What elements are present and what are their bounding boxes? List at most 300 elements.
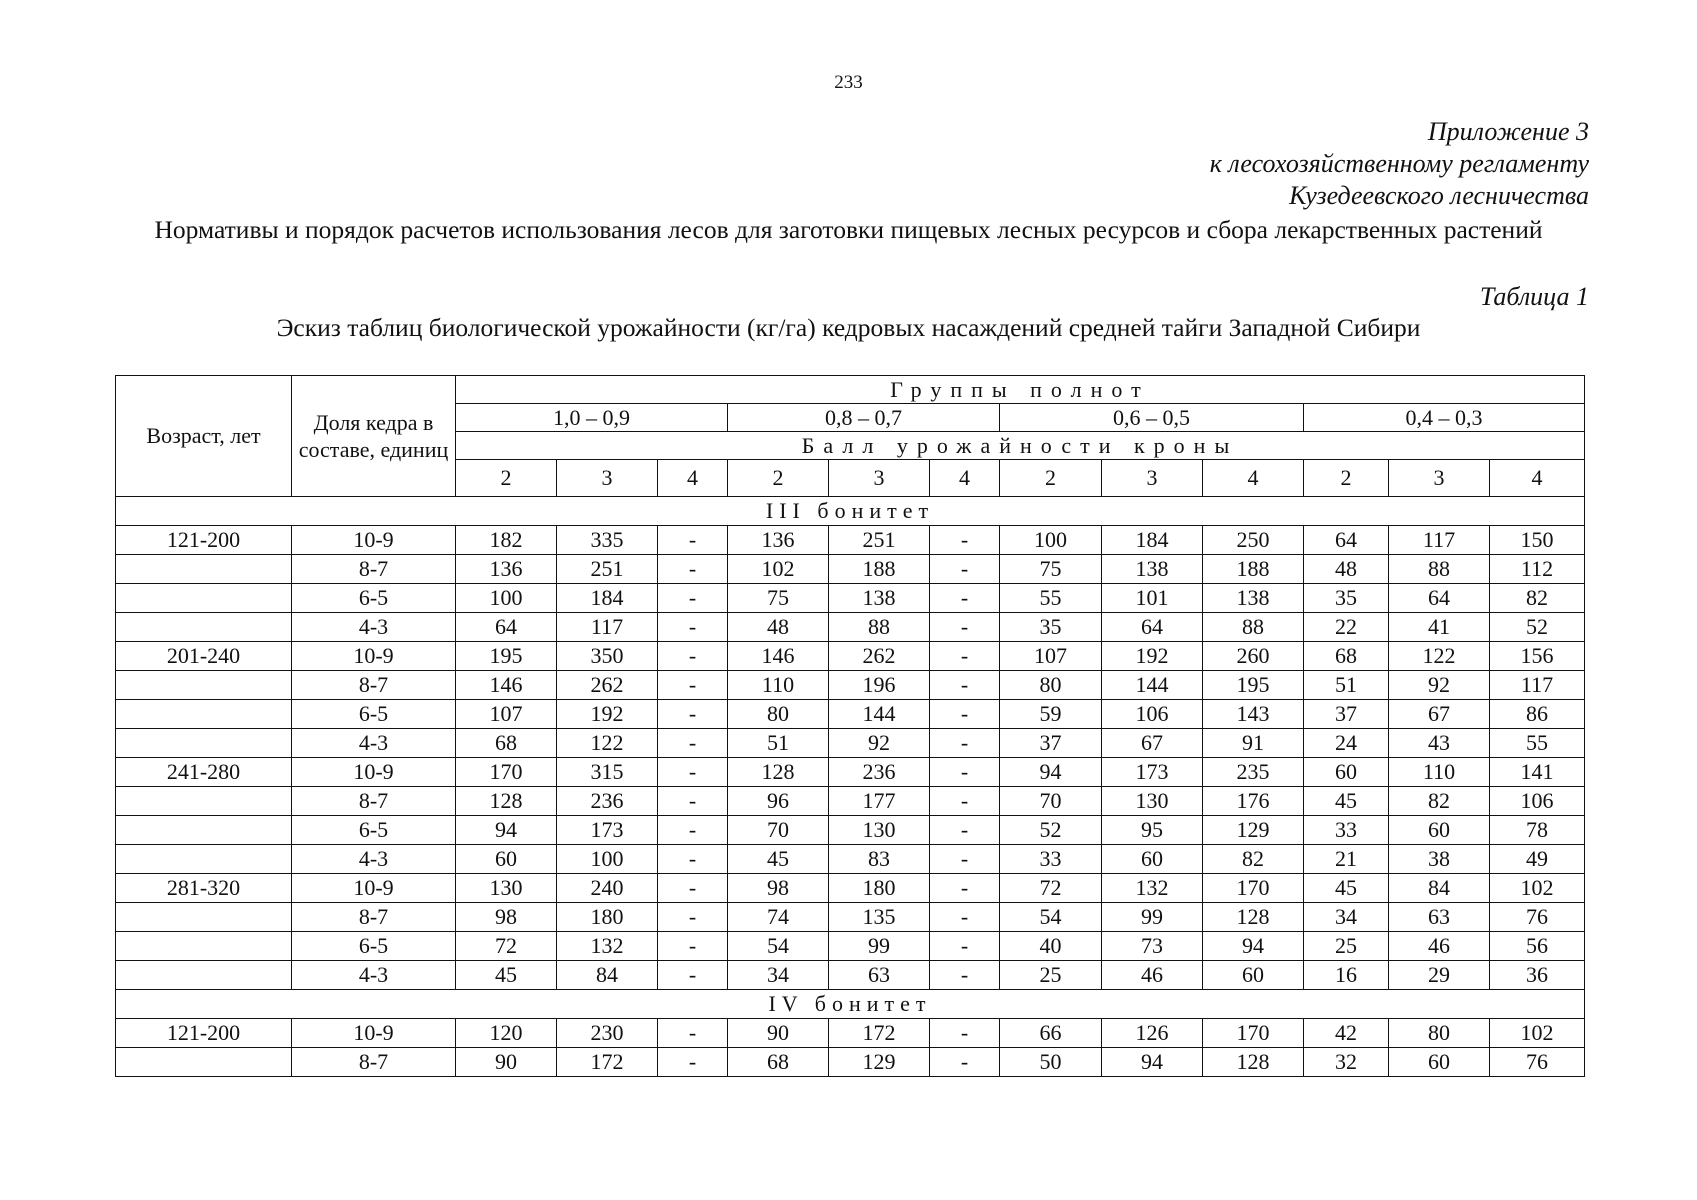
yield-value-cell: 82: [1490, 584, 1585, 613]
yield-value-cell: 45: [456, 961, 557, 990]
table-row: [116, 584, 1585, 613]
yield-value-cell: 143: [1203, 700, 1304, 729]
yield-value-cell: 195: [456, 642, 557, 671]
yield-value-cell: 156: [1490, 642, 1585, 671]
header-score: 2: [1000, 460, 1102, 497]
share-cell: 8-7: [292, 1048, 456, 1077]
yield-value-cell: -: [930, 1019, 1000, 1048]
age-cell: [116, 671, 292, 700]
yield-value-cell: 37: [1304, 700, 1389, 729]
age-cell: [116, 845, 292, 874]
yield-value-cell: 117: [557, 613, 658, 642]
yield-value-cell: 251: [557, 555, 658, 584]
yield-value-cell: 146: [456, 671, 557, 700]
share-cell: 10-9: [292, 874, 456, 903]
yield-value-cell: 132: [557, 932, 658, 961]
share-cell: 4-3: [292, 729, 456, 758]
yield-value-cell: 96: [728, 787, 829, 816]
yield-value-cell: 240: [557, 874, 658, 903]
yield-value-cell: 80: [1000, 671, 1102, 700]
age-cell: 281-320: [116, 874, 292, 903]
yield-value-cell: 67: [1102, 729, 1203, 758]
yield-value-cell: 64: [1389, 584, 1490, 613]
yield-value-cell: 59: [1000, 700, 1102, 729]
yield-value-cell: 54: [728, 932, 829, 961]
yield-value-cell: -: [930, 845, 1000, 874]
yield-value-cell: -: [930, 787, 1000, 816]
yield-value-cell: 24: [1304, 729, 1389, 758]
yield-value-cell: 184: [1102, 526, 1203, 555]
yield-value-cell: 84: [1389, 874, 1490, 903]
yield-value-cell: 173: [1102, 758, 1203, 787]
yield-value-cell: 170: [1203, 874, 1304, 903]
yield-value-cell: 350: [557, 642, 658, 671]
yield-value-cell: 60: [1304, 758, 1389, 787]
yield-value-cell: 251: [829, 526, 930, 555]
yield-value-cell: 86: [1490, 700, 1585, 729]
yield-value-cell: 130: [456, 874, 557, 903]
table-row: [116, 729, 1585, 758]
yield-value-cell: 98: [456, 903, 557, 932]
yield-value-cell: 100: [557, 845, 658, 874]
yield-value-cell: 120: [456, 1019, 557, 1048]
table-row: [116, 613, 1585, 642]
yield-value-cell: 37: [1000, 729, 1102, 758]
yield-value-cell: -: [658, 584, 728, 613]
yield-value-cell: -: [658, 555, 728, 584]
share-cell: 4-3: [292, 961, 456, 990]
yield-value-cell: 182: [456, 526, 557, 555]
yield-value-cell: 110: [728, 671, 829, 700]
header-score: 3: [1389, 460, 1490, 497]
yield-value-cell: 64: [1102, 613, 1203, 642]
yield-value-cell: 50: [1000, 1048, 1102, 1077]
yield-value-cell: 64: [1304, 526, 1389, 555]
yield-value-cell: 126: [1102, 1019, 1203, 1048]
yield-value-cell: 22: [1304, 613, 1389, 642]
yield-value-cell: -: [930, 700, 1000, 729]
header-score: 3: [829, 460, 930, 497]
share-cell: 4-3: [292, 845, 456, 874]
yield-value-cell: 48: [1304, 555, 1389, 584]
yield-value-cell: 46: [1389, 932, 1490, 961]
share-cell: 8-7: [292, 903, 456, 932]
age-cell: [116, 555, 292, 584]
yield-value-cell: 117: [1389, 526, 1490, 555]
yield-value-cell: 235: [1203, 758, 1304, 787]
yield-value-cell: 184: [557, 584, 658, 613]
yield-value-cell: 172: [829, 1019, 930, 1048]
yield-value-cell: 102: [1490, 874, 1585, 903]
header-score: 2: [728, 460, 829, 497]
yield-value-cell: 80: [728, 700, 829, 729]
yield-value-cell: 262: [557, 671, 658, 700]
yield-value-cell: 55: [1000, 584, 1102, 613]
yield-value-cell: 236: [557, 787, 658, 816]
yield-value-cell: 94: [1000, 758, 1102, 787]
yield-value-cell: 75: [728, 584, 829, 613]
yield-value-cell: -: [930, 671, 1000, 700]
yield-value-cell: -: [658, 845, 728, 874]
yield-value-cell: -: [658, 787, 728, 816]
yield-value-cell: 73: [1102, 932, 1203, 961]
yield-value-cell: 102: [728, 555, 829, 584]
table-row: [116, 845, 1585, 874]
yield-value-cell: 196: [829, 671, 930, 700]
yield-value-cell: 122: [557, 729, 658, 758]
header-score: 4: [930, 460, 1000, 497]
age-cell: [116, 613, 292, 642]
yield-value-cell: 76: [1490, 1048, 1585, 1077]
yield-value-cell: 72: [456, 932, 557, 961]
share-cell: 6-5: [292, 700, 456, 729]
yield-value-cell: 68: [456, 729, 557, 758]
yield-value-cell: 92: [1389, 671, 1490, 700]
yield-value-cell: 138: [829, 584, 930, 613]
age-cell: [116, 932, 292, 961]
yield-table: [115, 375, 1585, 1077]
yield-value-cell: 107: [1000, 642, 1102, 671]
yield-value-cell: 67: [1389, 700, 1490, 729]
yield-value-cell: 60: [456, 845, 557, 874]
yield-value-cell: 99: [829, 932, 930, 961]
yield-value-cell: -: [930, 642, 1000, 671]
table-row: [116, 700, 1585, 729]
yield-value-cell: 112: [1490, 555, 1585, 584]
yield-value-cell: 138: [1102, 555, 1203, 584]
yield-value-cell: 144: [1102, 671, 1203, 700]
yield-value-cell: 180: [829, 874, 930, 903]
yield-value-cell: 52: [1000, 816, 1102, 845]
yield-value-cell: 146: [728, 642, 829, 671]
header-group: 0,8 – 0,7: [728, 404, 1000, 432]
yield-value-cell: 236: [829, 758, 930, 787]
yield-value-cell: 176: [1203, 787, 1304, 816]
yield-value-cell: 101: [1102, 584, 1203, 613]
yield-value-cell: -: [930, 613, 1000, 642]
yield-value-cell: 68: [728, 1048, 829, 1077]
age-cell: [116, 700, 292, 729]
age-cell: [116, 787, 292, 816]
yield-value-cell: 80: [1389, 1019, 1490, 1048]
yield-value-cell: 82: [1389, 787, 1490, 816]
page-number: 233: [834, 72, 863, 93]
age-cell: [116, 903, 292, 932]
yield-value-cell: 90: [728, 1019, 829, 1048]
yield-value-cell: 63: [1389, 903, 1490, 932]
table-row: [116, 555, 1585, 584]
yield-value-cell: 262: [829, 642, 930, 671]
table-row: [116, 961, 1585, 990]
yield-value-cell: 60: [1389, 816, 1490, 845]
yield-value-cell: 129: [1203, 816, 1304, 845]
yield-value-cell: 52: [1490, 613, 1585, 642]
yield-value-cell: -: [658, 1019, 728, 1048]
yield-value-cell: 144: [829, 700, 930, 729]
yield-value-cell: -: [930, 874, 1000, 903]
header-cedar-share: Доля кедра в составе, единиц: [292, 376, 456, 497]
yield-value-cell: 128: [1203, 903, 1304, 932]
table-row: [116, 932, 1585, 961]
share-cell: 6-5: [292, 816, 456, 845]
section-title: III бонитет: [116, 497, 1585, 526]
yield-value-cell: 55: [1490, 729, 1585, 758]
header-score: 3: [1102, 460, 1203, 497]
yield-value-cell: -: [930, 961, 1000, 990]
yield-value-cell: 91: [1203, 729, 1304, 758]
share-cell: 8-7: [292, 555, 456, 584]
yield-value-cell: 94: [1102, 1048, 1203, 1077]
yield-value-cell: 94: [1203, 932, 1304, 961]
yield-value-cell: 170: [456, 758, 557, 787]
share-cell: 8-7: [292, 787, 456, 816]
table-row: [116, 671, 1585, 700]
yield-value-cell: 192: [1102, 642, 1203, 671]
header-score: 4: [1490, 460, 1585, 497]
yield-value-cell: 33: [1304, 816, 1389, 845]
yield-value-cell: 128: [456, 787, 557, 816]
yield-value-cell: 82: [1203, 845, 1304, 874]
yield-value-cell: 29: [1389, 961, 1490, 990]
share-cell: 10-9: [292, 642, 456, 671]
yield-value-cell: 172: [557, 1048, 658, 1077]
age-cell: [116, 584, 292, 613]
yield-value-cell: 60: [1102, 845, 1203, 874]
yield-value-cell: 60: [1203, 961, 1304, 990]
table-row: [116, 1048, 1585, 1077]
yield-value-cell: 117: [1490, 671, 1585, 700]
yield-value-cell: 107: [456, 700, 557, 729]
yield-value-cell: 41: [1389, 613, 1490, 642]
age-cell: [116, 961, 292, 990]
yield-value-cell: 173: [557, 816, 658, 845]
header-score: 3: [557, 460, 658, 497]
age-cell: 121-200: [116, 526, 292, 555]
header-age: Возраст, лет: [116, 376, 292, 497]
yield-value-cell: 63: [829, 961, 930, 990]
yield-value-cell: 138: [1203, 584, 1304, 613]
yield-value-cell: 150: [1490, 526, 1585, 555]
table-row: [116, 874, 1585, 903]
yield-value-cell: 130: [1102, 787, 1203, 816]
share-cell: 4-3: [292, 613, 456, 642]
yield-value-cell: 51: [1304, 671, 1389, 700]
appendix-line-3: Кузедеевского лесничества: [1289, 181, 1589, 210]
yield-value-cell: 100: [1000, 526, 1102, 555]
table-row: [116, 1019, 1585, 1048]
yield-value-cell: -: [658, 932, 728, 961]
yield-value-cell: 110: [1389, 758, 1490, 787]
yield-value-cell: -: [658, 613, 728, 642]
yield-value-cell: 75: [1000, 555, 1102, 584]
yield-value-cell: 102: [1490, 1019, 1585, 1048]
yield-value-cell: 54: [1000, 903, 1102, 932]
yield-value-cell: -: [930, 816, 1000, 845]
table-row: [116, 903, 1585, 932]
yield-value-cell: 45: [728, 845, 829, 874]
header-score: 4: [1203, 460, 1304, 497]
age-cell: [116, 816, 292, 845]
yield-value-cell: 88: [829, 613, 930, 642]
yield-value-cell: 128: [1203, 1048, 1304, 1077]
age-cell: 121-200: [116, 1019, 292, 1048]
header-score: 2: [1304, 460, 1389, 497]
yield-value-cell: 88: [1203, 613, 1304, 642]
yield-value-cell: 100: [456, 584, 557, 613]
yield-value-cell: 136: [728, 526, 829, 555]
share-cell: 6-5: [292, 584, 456, 613]
yield-value-cell: -: [658, 642, 728, 671]
table-body: [116, 376, 1585, 1077]
header-score: 2: [456, 460, 557, 497]
header-group: 0,4 – 0,3: [1304, 404, 1585, 432]
yield-value-cell: -: [930, 758, 1000, 787]
share-cell: 10-9: [292, 1019, 456, 1048]
yield-value-cell: 122: [1389, 642, 1490, 671]
yield-value-cell: 136: [456, 555, 557, 584]
yield-value-cell: -: [930, 526, 1000, 555]
yield-value-cell: -: [658, 874, 728, 903]
yield-value-cell: 250: [1203, 526, 1304, 555]
yield-value-cell: 35: [1304, 584, 1389, 613]
yield-value-cell: -: [658, 526, 728, 555]
yield-value-cell: 34: [1304, 903, 1389, 932]
yield-value-cell: -: [658, 961, 728, 990]
yield-value-cell: 16: [1304, 961, 1389, 990]
yield-value-cell: 60: [1389, 1048, 1490, 1077]
yield-value-cell: -: [658, 758, 728, 787]
yield-value-cell: 32: [1304, 1048, 1389, 1077]
yield-value-cell: 230: [557, 1019, 658, 1048]
yield-value-cell: 106: [1490, 787, 1585, 816]
yield-value-cell: 49: [1490, 845, 1585, 874]
section-title: IV бонитет: [116, 990, 1585, 1019]
header-density-groups: Группы полнот: [456, 376, 1585, 404]
yield-value-cell: -: [930, 903, 1000, 932]
yield-value-cell: -: [930, 584, 1000, 613]
yield-value-cell: -: [930, 932, 1000, 961]
yield-value-cell: 40: [1000, 932, 1102, 961]
document-title: Нормативы и порядок расчетов использования лесов для заготовки пищевых лесных ресурсов и сбора лекарственных растений: [154, 215, 1543, 244]
yield-value-cell: 98: [728, 874, 829, 903]
yield-value-cell: 335: [557, 526, 658, 555]
yield-value-cell: 84: [557, 961, 658, 990]
yield-value-cell: 66: [1000, 1019, 1102, 1048]
age-cell: [116, 729, 292, 758]
yield-value-cell: -: [658, 903, 728, 932]
share-cell: 6-5: [292, 932, 456, 961]
yield-value-cell: 70: [1000, 787, 1102, 816]
table-row: [116, 642, 1585, 671]
age-cell: 241-280: [116, 758, 292, 787]
yield-value-cell: 195: [1203, 671, 1304, 700]
share-cell: 8-7: [292, 671, 456, 700]
yield-value-cell: 51: [728, 729, 829, 758]
yield-value-cell: -: [930, 1048, 1000, 1077]
yield-value-cell: 21: [1304, 845, 1389, 874]
yield-value-cell: 70: [728, 816, 829, 845]
table-row: [116, 816, 1585, 845]
yield-value-cell: 56: [1490, 932, 1585, 961]
yield-value-cell: -: [658, 700, 728, 729]
yield-value-cell: 42: [1304, 1019, 1389, 1048]
age-cell: 201-240: [116, 642, 292, 671]
yield-value-cell: 135: [829, 903, 930, 932]
yield-value-cell: -: [658, 729, 728, 758]
yield-value-cell: -: [658, 671, 728, 700]
yield-value-cell: -: [930, 729, 1000, 758]
yield-value-cell: 260: [1203, 642, 1304, 671]
appendix-line-1: Приложение 3: [1427, 117, 1589, 146]
table-label: Таблица 1: [1479, 282, 1589, 311]
yield-value-cell: 92: [829, 729, 930, 758]
yield-value-cell: 99: [1102, 903, 1203, 932]
yield-value-cell: 129: [829, 1048, 930, 1077]
yield-value-cell: 68: [1304, 642, 1389, 671]
table-row: [116, 787, 1585, 816]
yield-value-cell: 106: [1102, 700, 1203, 729]
yield-value-cell: 90: [456, 1048, 557, 1077]
yield-value-cell: 141: [1490, 758, 1585, 787]
yield-value-cell: 45: [1304, 787, 1389, 816]
age-cell: [116, 1048, 292, 1077]
yield-value-cell: 188: [1203, 555, 1304, 584]
yield-value-cell: 48: [728, 613, 829, 642]
yield-value-cell: 72: [1000, 874, 1102, 903]
header-score: 4: [658, 460, 728, 497]
share-cell: 10-9: [292, 526, 456, 555]
yield-value-cell: 132: [1102, 874, 1203, 903]
appendix-note: [1210, 116, 1589, 212]
yield-value-cell: 88: [1389, 555, 1490, 584]
yield-value-cell: 83: [829, 845, 930, 874]
yield-value-cell: 38: [1389, 845, 1490, 874]
table-row: [116, 758, 1585, 787]
yield-value-cell: 170: [1203, 1019, 1304, 1048]
yield-value-cell: 43: [1389, 729, 1490, 758]
yield-value-cell: -: [930, 555, 1000, 584]
appendix-line-2: к лесохозяйственному регламенту: [1209, 149, 1589, 178]
header-group: 1,0 – 0,9: [456, 404, 728, 432]
header-crown-yield-score: Балл урожайности кроны: [456, 432, 1585, 460]
table-row: [116, 526, 1585, 555]
section-row: [116, 497, 1585, 526]
yield-value-cell: 188: [829, 555, 930, 584]
yield-value-cell: 128: [728, 758, 829, 787]
yield-value-cell: -: [658, 816, 728, 845]
yield-value-cell: 33: [1000, 845, 1102, 874]
yield-value-cell: 45: [1304, 874, 1389, 903]
yield-value-cell: 46: [1102, 961, 1203, 990]
yield-value-cell: 76: [1490, 903, 1585, 932]
yield-value-cell: 64: [456, 613, 557, 642]
yield-value-cell: 74: [728, 903, 829, 932]
yield-value-cell: 35: [1000, 613, 1102, 642]
yield-value-cell: 25: [1304, 932, 1389, 961]
header-row-groups: [116, 376, 1585, 404]
yield-value-cell: 192: [557, 700, 658, 729]
yield-value-cell: 34: [728, 961, 829, 990]
yield-value-cell: 25: [1000, 961, 1102, 990]
yield-value-cell: 315: [557, 758, 658, 787]
yield-value-cell: 130: [829, 816, 930, 845]
yield-value-cell: 95: [1102, 816, 1203, 845]
table-title: Эскиз таблиц биологической урожайности (кг/га) кедровых насаждений средней тайги Западной Сибири: [276, 313, 1421, 342]
yield-value-cell: 177: [829, 787, 930, 816]
yield-value-cell: -: [658, 1048, 728, 1077]
yield-value-cell: 94: [456, 816, 557, 845]
yield-value-cell: 36: [1490, 961, 1585, 990]
